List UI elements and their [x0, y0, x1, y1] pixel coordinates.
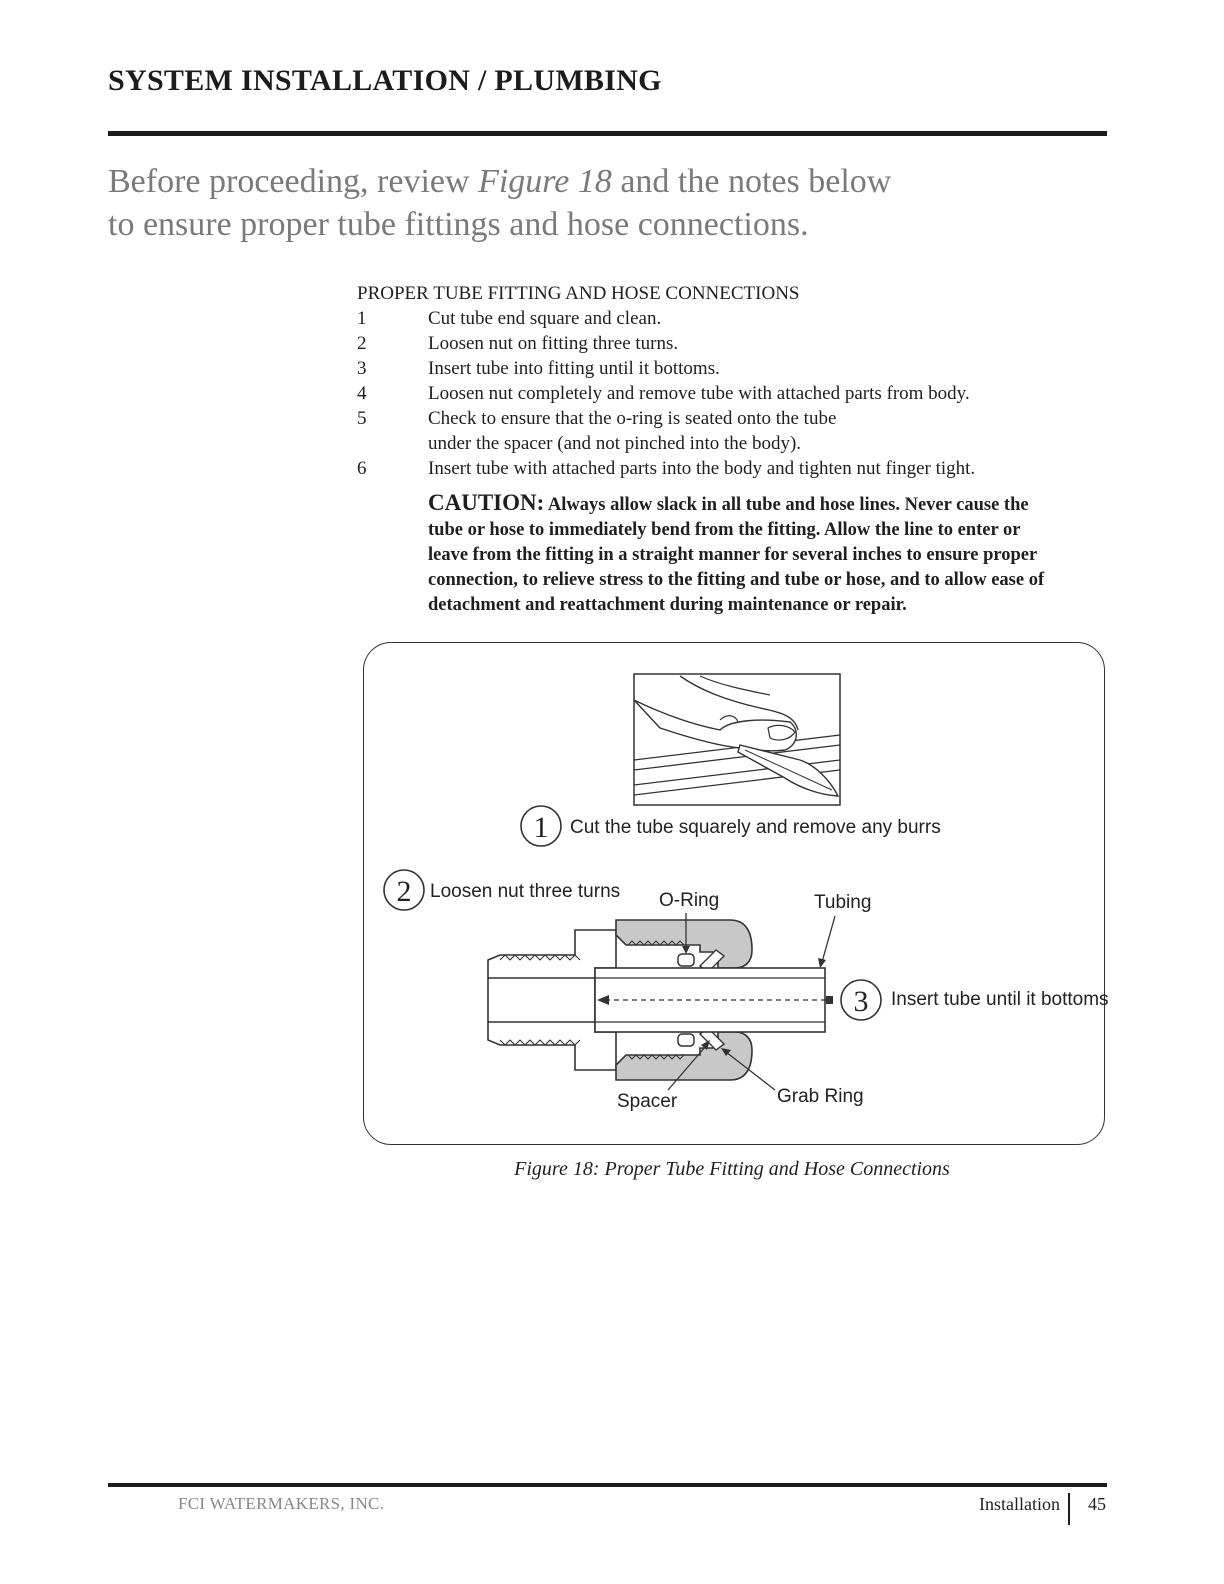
step-number: 3	[357, 358, 367, 379]
intro-text-line2: to ensure proper tube fittings and hose connections.	[108, 206, 809, 243]
intro-text-end: and the notes below	[611, 163, 892, 200]
footer-separator	[1068, 1493, 1070, 1525]
caution-text: Always allow slack in all tube and hose lines. Never cause the tube or hose to immediately bend from the fitting. Allow the line to enter or leave from the fitting in a straight manner for several inches to ensure proper connection, to relieve stress to the fitting and tube or hose, and to allow ease of detachment and reattachment during maintenance or repair.	[428, 495, 1045, 615]
cutting-illustration	[634, 674, 840, 805]
page-title: SYSTEM INSTALLATION / PLUMBING	[108, 64, 662, 97]
step2-label: Loosen nut three turns	[430, 881, 621, 902]
fitting-cross-section	[488, 920, 833, 1080]
grab-ring-label: Grab Ring	[777, 1086, 864, 1107]
section-heading: PROPER TUBE FITTING AND HOSE CONNECTIONS	[357, 283, 800, 304]
step-text-line2: under the spacer (and not pinched into the body).	[428, 433, 802, 454]
step-text: Insert tube into fitting until it bottoms.	[428, 358, 720, 379]
step-number: 5	[357, 408, 367, 429]
step-number: 4	[357, 383, 367, 404]
step-text: Loosen nut on fitting three turns.	[428, 333, 679, 354]
step-number: 2	[357, 333, 367, 354]
figure-reference: Figure 18	[478, 163, 612, 200]
step3-label: Insert tube until it bottoms	[891, 989, 1109, 1010]
page-number: 45	[1088, 1494, 1106, 1514]
step-text-line1: Check to ensure that the o-ring is seated onto the tube	[428, 408, 837, 429]
footer-company: FCI WATERMAKERS, INC.	[178, 1494, 385, 1513]
figure-caption: Figure 18: Proper Tube Fitting and Hose Connections	[514, 1158, 950, 1180]
step-text: Cut tube end square and clean.	[428, 308, 662, 329]
step1-label: Cut the tube squarely and remove any burrs	[570, 817, 941, 838]
step-text: Loosen nut completely and remove tube with attached parts from body.	[428, 383, 970, 404]
step1-number: 1	[533, 811, 549, 844]
step3-number: 3	[853, 985, 869, 1018]
step2-number: 2	[396, 875, 412, 908]
caution-label: CAUTION:	[428, 490, 545, 515]
step-text: Insert tube with attached parts into the body and tighten nut finger tight.	[428, 458, 976, 479]
step-number: 6	[357, 458, 367, 479]
footer-divider	[108, 1483, 1107, 1487]
oring-label: O-Ring	[659, 890, 720, 911]
tubing-label: Tubing	[814, 892, 872, 913]
footer-section-name: Installation	[979, 1494, 1060, 1514]
step-number: 1	[357, 308, 367, 329]
intro-text-start: Before proceeding, review	[108, 163, 479, 200]
spacer-label: Spacer	[617, 1091, 678, 1112]
